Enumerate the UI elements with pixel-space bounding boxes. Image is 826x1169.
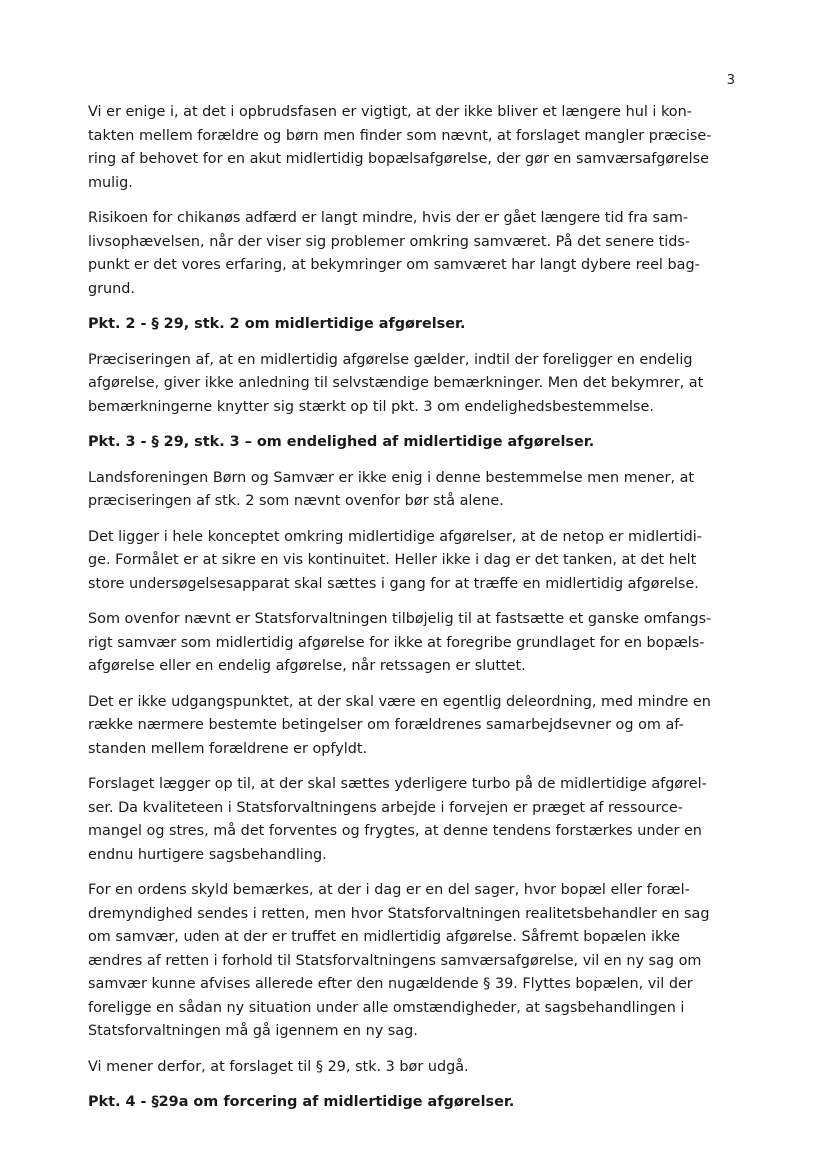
text-line: Præciseringen af, at en midlertidig afgørelse gælder, indtil der foreligger en endelig <box>88 351 693 368</box>
text-line: Landsforeningen Børn og Samvær er ikke enig i denne bestemmelse men mener, at <box>88 469 695 486</box>
page-number: 3 <box>726 73 735 88</box>
text-line: Pkt. 2 - § 29, stk. 2 om midlertidige afgørelser. <box>88 316 466 332</box>
text-line: store undersøgelsesapparat skal sættes i gang for at træffe en midlertidig afgørelse. <box>88 575 699 592</box>
text-line: Pkt. 3 - § 29, stk. 3 – om endelighed af midlertidige afgørelser. <box>88 434 595 450</box>
text-line: række nærmere bestemte betingelser om forældrenes samarbejdsevner og om af- <box>88 717 684 733</box>
text-line: For en ordens skyld bemærkes, at der i dag er en del sager, hvor bopæl eller foræl- <box>88 882 690 898</box>
document-body <box>88 101 735 1127</box>
text-line: ændres af retten i forhold til Statsforvaltningens samværsafgørelse, vil en ny sag om <box>88 952 702 969</box>
text-line: standen mellem forældrene er opfyldt. <box>88 740 368 757</box>
paragraph <box>88 467 735 514</box>
paragraph <box>88 207 735 301</box>
text-line: Risikoen for chikanøs adfærd er langt mindre, hvis der er gået længere tid fra sam- <box>88 210 689 226</box>
text-line: Vi er enige i, at det i opbrudsfasen er vigtigt, at der ikke bliver et længere hul i kon- <box>88 104 692 120</box>
text-line: ge. Formålet er at sikre en vis kontinuitet. Heller ikke i dag er det tanken, at det helt <box>88 552 697 568</box>
paragraph <box>88 349 735 420</box>
paragraph <box>88 608 735 679</box>
text-line: afgørelse eller en endelig afgørelse, når retssagen er sluttet. <box>88 658 526 674</box>
text-line: livsophævelsen, når der viser sig problemer omkring samværet. På det senere tids- <box>88 233 691 250</box>
text-line: mulig. <box>88 174 133 191</box>
paragraph <box>88 879 735 1044</box>
text-line: præciseringen af stk. 2 som nævnt ovenfor bør stå alene. <box>88 493 504 509</box>
text-line: samvær kunne afvises allerede efter den nugældende § 39. Flyttes bopælen, vil der <box>88 976 693 992</box>
text-line: dremyndighed sendes i retten, men hvor Statsforvaltningen realitetsbehandler en sag <box>88 905 710 922</box>
text-line: Det ligger i hele konceptet omkring midlertidige afgørelser, at de netop er midlertidi- <box>88 528 702 545</box>
text-line: rigt samvær som midlertidig afgørelse for ikke at foregribe grundlaget for en bopæls- <box>88 634 705 651</box>
text-line: Forslaget lægger op til, at der skal sættes yderligere turbo på de midlertidige afgørel- <box>88 776 707 792</box>
text-line: ring af behovet for en akut midlertidig bopælsafgørelse, der gør en samværsafgørelse <box>88 151 710 167</box>
paragraph <box>88 101 735 195</box>
text-line: Som ovenfor nævnt er Statsforvaltningen tilbøjelig til at fastsætte et ganske omfangs- <box>88 611 712 627</box>
text-line: ser. Da kvaliteteen i Statsforvaltningens arbejde i forvejen er præget af ressource- <box>88 799 683 816</box>
section-heading <box>88 431 735 455</box>
text-line: grund. <box>88 280 136 297</box>
text-line: mangel og stres, må det forventes og frygtes, at denne tendens forstærkes under en <box>88 823 702 839</box>
paragraph <box>88 1056 735 1080</box>
text-line: takten mellem forældre og børn men finder som nævnt, at forslaget mangler præcise- <box>88 127 712 144</box>
text-line: afgørelse, giver ikke anledning til selvstændige bemærkninger. Men det bekymrer, at <box>88 375 704 391</box>
section-heading <box>88 1091 735 1115</box>
text-line: Vi mener derfor, at forslaget til § 29, stk. 3 bør udgå. <box>88 1058 469 1075</box>
paragraph <box>88 691 735 762</box>
text-line: punkt er det vores erfaring, at bekymringer om samværet har langt dybere reel bag- <box>88 257 700 273</box>
paragraph <box>88 526 735 597</box>
text-line: endnu hurtigere sagsbehandling. <box>88 846 327 863</box>
text-line: bemærkningerne knytter sig stærkt op til pkt. 3 om endelighedsbestemmelse. <box>88 398 654 415</box>
text-line: foreligge en sådan ny situation under alle omstændigheder, at sagsbehandlingen i <box>88 999 685 1016</box>
text-line: om samvær, uden at der er truffet en midlertidig afgørelse. Såfremt bopælen ikke <box>88 929 680 945</box>
text-line: Pkt. 4 - §29a om forcering af midlertidige afgørelser. <box>88 1094 515 1110</box>
paragraph <box>88 773 735 867</box>
text-line: Det er ikke udgangspunktet, at der skal være en egentlig deleordning, med mindre en <box>88 693 711 710</box>
section-heading <box>88 313 735 337</box>
text-line: Statsforvaltningen må gå igennem en ny sag. <box>88 1023 418 1039</box>
